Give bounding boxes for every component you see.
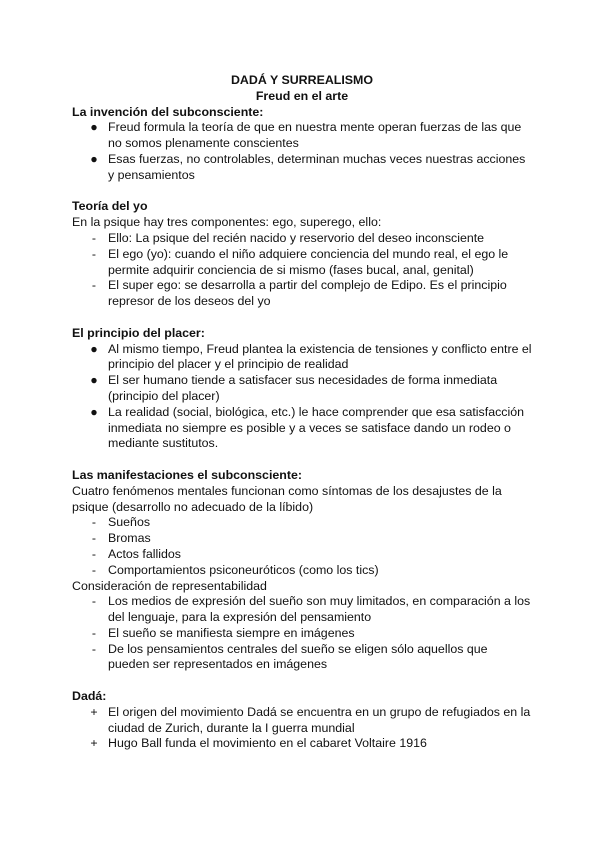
dash-list [72, 515, 532, 578]
bullet-marker: ● [90, 341, 98, 356]
plus-marker: + [90, 704, 98, 719]
list-item: - Bromas [72, 531, 532, 547]
paragraph: Cuatro fenómenos mentales funcionan como síntomas de los desajustes de la psique (desarrollo no adecuado de la líbido) [72, 483, 502, 514]
document-subtitle: Freud en el arte [255, 88, 349, 103]
plus-list [72, 705, 532, 752]
list-item: ● Esas fuerzas, no controlables, determinan muchas veces nuestras acciones y pensamientos [72, 152, 532, 184]
dash-marker: - [91, 594, 97, 609]
dash-marker: - [91, 546, 97, 561]
paragraph: Consideración de representabilidad [72, 578, 267, 593]
dash-marker: - [91, 562, 97, 577]
list-item: - Los medios de expresión del sueño son muy limitados, en comparación a los del lenguaje, para la expresión del pensamiento [72, 594, 532, 626]
bullet-marker: ● [90, 120, 98, 135]
dash-marker: - [91, 625, 97, 640]
list-item: - El super ego: se desarrolla a partir del complejo de Edipo. Es el principio represor de los deseos del yo [72, 278, 532, 310]
list-item: - Sueños [72, 515, 532, 531]
plus-marker: + [90, 736, 98, 751]
list-item: - Comportamientos psiconeuróticos (como los tics) [72, 563, 532, 579]
bullet-marker: ● [90, 151, 98, 166]
section-heading: Teoría del yo [72, 199, 148, 214]
list-item: ● Al mismo tiempo, Freud plantea la existencia de tensiones y conflicto entre el principio del placer y el principio de realidad [72, 342, 532, 374]
section-heading: Dadá: [72, 689, 107, 704]
dash-marker: - [91, 515, 97, 530]
list-item: - El sueño se manifiesta siempre en imágenes [72, 626, 532, 642]
dash-marker: - [91, 230, 97, 245]
list-item: - El ego (yo): cuando el niño adquiere conciencia del mundo real, el ego le permite adquirir conciencia de si mismo (fases bucal, anal, genital) [72, 247, 532, 279]
document-content [72, 73, 532, 752]
dash-marker: - [91, 246, 97, 261]
dash-list [72, 594, 532, 673]
section-heading: La invención del subconsciente: [72, 104, 264, 119]
bullet-list [72, 342, 532, 453]
list-item: ● El ser humano tiende a satisfacer sus necesidades de forma inmediata (principio del placer) [72, 373, 532, 405]
dash-marker: - [91, 278, 97, 293]
bullet-marker: ● [90, 404, 98, 419]
list-item: ● La realidad (social, biológica, etc.) le hace comprender que esa satisfacción inmediata no siempre es posible y a veces se satisface dando un rodeo o mediante sustitutos. [72, 405, 532, 452]
list-item: ● Freud formula la teoría de que en nuestra mente operan fuerzas de las que no somos plenamente conscientes [72, 120, 532, 152]
list-item: - Actos fallidos [72, 547, 532, 563]
dash-list [72, 231, 532, 310]
bullet-list [72, 120, 532, 183]
document-title: DADÁ Y SURREALISMO [230, 73, 374, 87]
bullet-marker: ● [90, 373, 98, 388]
list-item: + Hugo Ball funda el movimiento en el cabaret Voltaire 1916 [72, 736, 532, 752]
dash-marker: - [91, 641, 97, 656]
section-heading: El principio del placer: [72, 325, 205, 340]
paragraph: En la psique hay tres componentes: ego, superego, ello: [72, 215, 382, 230]
list-item: + El origen del movimiento Dadá se encuentra en un grupo de refugiados en la ciudad de Zurich, durante la I guerra mundial [72, 705, 532, 737]
list-item: - De los pensamientos centrales del sueño se eligen sólo aquellos que pueden ser representados en imágenes [72, 642, 532, 674]
section-heading: Las manifestaciones el subconsciente: [72, 467, 302, 482]
list-item: - Ello: La psique del recién nacido y reservorio del deseo inconsciente [72, 231, 532, 247]
dash-marker: - [91, 531, 97, 546]
